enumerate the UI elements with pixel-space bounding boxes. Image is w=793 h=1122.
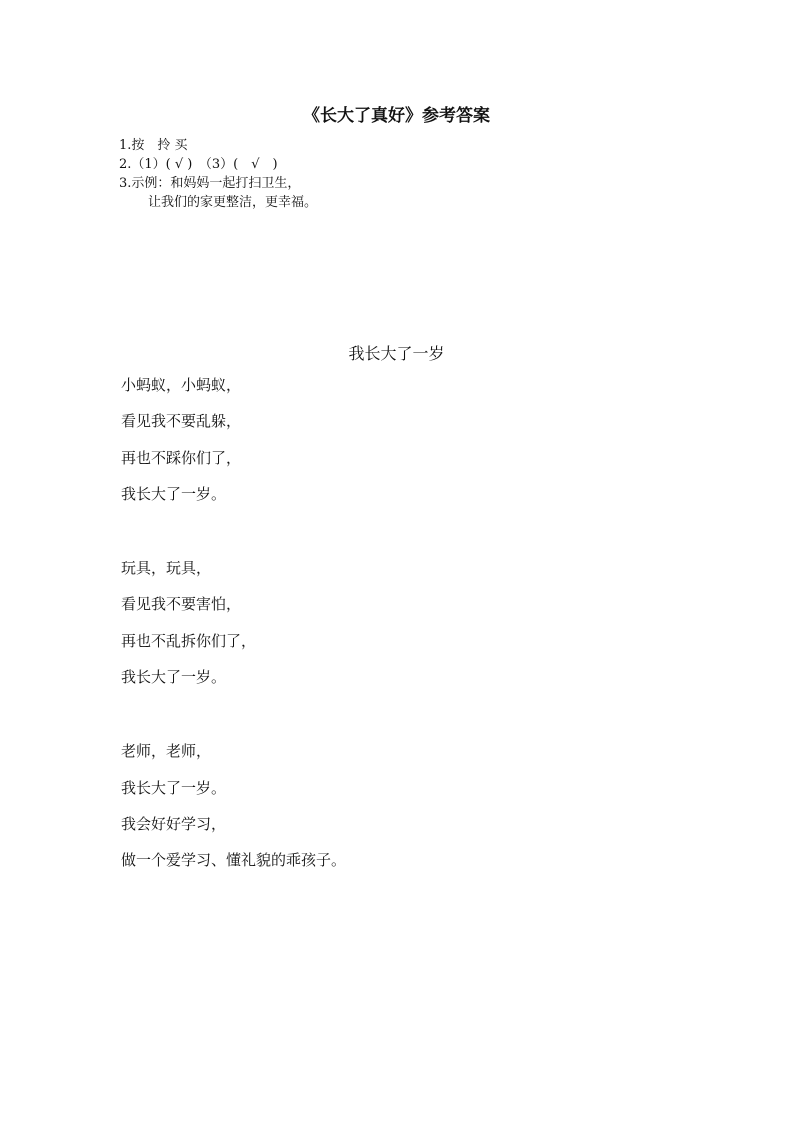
poem-line: 我长大了一岁。 [121,668,227,687]
answer-2: 2.（1）( √ ) （3）( √ ) [119,157,278,172]
answer-key-title: 《长大了真好》参考答案 [303,106,490,126]
poem-line: 看见我不要害怕， [121,595,242,614]
poem-line: 我长大了一岁。 [121,484,227,503]
stanza-gap [121,700,346,738]
stanza [121,555,346,700]
stanza-gap [121,517,346,555]
answer-3: 3.示例：和妈妈一起打扫卫生， [119,176,301,191]
poem-line: 小蚂蚁，小蚂蚁， [121,376,242,394]
stanza [121,738,346,883]
answer-3-continuation: 让我们的家更整洁，更幸福。 [148,195,318,210]
poem-line: 做一个爱学习、懂礼貌的乖孩子。 [121,851,347,870]
stanza [121,372,346,517]
answer-1: 1.按 拎 买 [119,138,188,153]
poem-body [121,372,346,884]
poem-line: 老师，老师， [121,742,212,761]
poem-line: 我会好好学习， [121,814,227,833]
answer-list [119,136,317,212]
poem-line: 看见我不要乱躲， [121,412,242,431]
poem-line: 玩具，玩具， [121,559,212,578]
poem-line: 再也不乱拆你们了， [121,631,257,650]
poem-line: 再也不踩你们了， [121,448,242,467]
poem-line: 我长大了一岁。 [121,778,227,797]
poem-title: 我长大了一岁 [348,344,445,363]
